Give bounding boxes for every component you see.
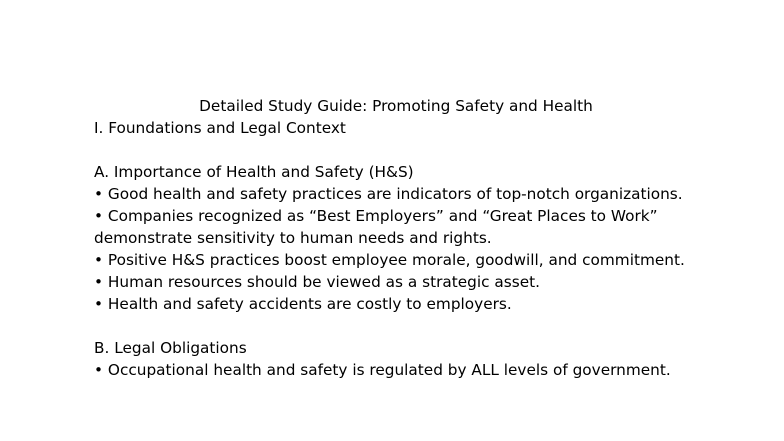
document-title: Detailed Study Guide: Promoting Safety and Health xyxy=(199,97,593,115)
bullet-symbol: • xyxy=(94,361,104,379)
list-item xyxy=(94,183,694,205)
list-item xyxy=(94,293,694,315)
list-item xyxy=(94,205,694,249)
document-page xyxy=(94,95,694,381)
blank-line xyxy=(94,315,694,337)
list-item-text: Occupational health and safety is regulated by ALL levels of government. xyxy=(107,361,671,379)
list-item-text: Human resources should be viewed as a strategic asset. xyxy=(107,273,540,291)
list-item xyxy=(94,271,694,293)
bullet-symbol: • xyxy=(94,273,104,291)
subsection-heading-a: A. Importance of Health and Safety (H&S) xyxy=(94,163,414,181)
subsection-heading-b: B. Legal Obligations xyxy=(94,339,247,357)
list-item-text: Good health and safety practices are indicators of top-notch organizations. xyxy=(107,185,683,203)
list-item-text: Companies recognized as “Best Employers” and “Great Places to Work” demonstrate sensitivity to human needs and rights. xyxy=(94,207,658,247)
bullet-list-b xyxy=(94,359,694,381)
list-item xyxy=(94,249,694,271)
bullet-list-a xyxy=(94,183,694,315)
list-item-text: Health and safety accidents are costly to employers. xyxy=(107,295,512,313)
bullet-symbol: • xyxy=(94,295,104,313)
list-item xyxy=(94,359,694,381)
blank-line xyxy=(94,139,694,161)
bullet-symbol: • xyxy=(94,251,104,269)
section-heading: I. Foundations and Legal Context xyxy=(94,119,346,137)
bullet-symbol: • xyxy=(94,185,104,203)
list-item-text: Positive H&S practices boost employee morale, goodwill, and commitment. xyxy=(107,251,685,269)
bullet-symbol: • xyxy=(94,207,104,225)
